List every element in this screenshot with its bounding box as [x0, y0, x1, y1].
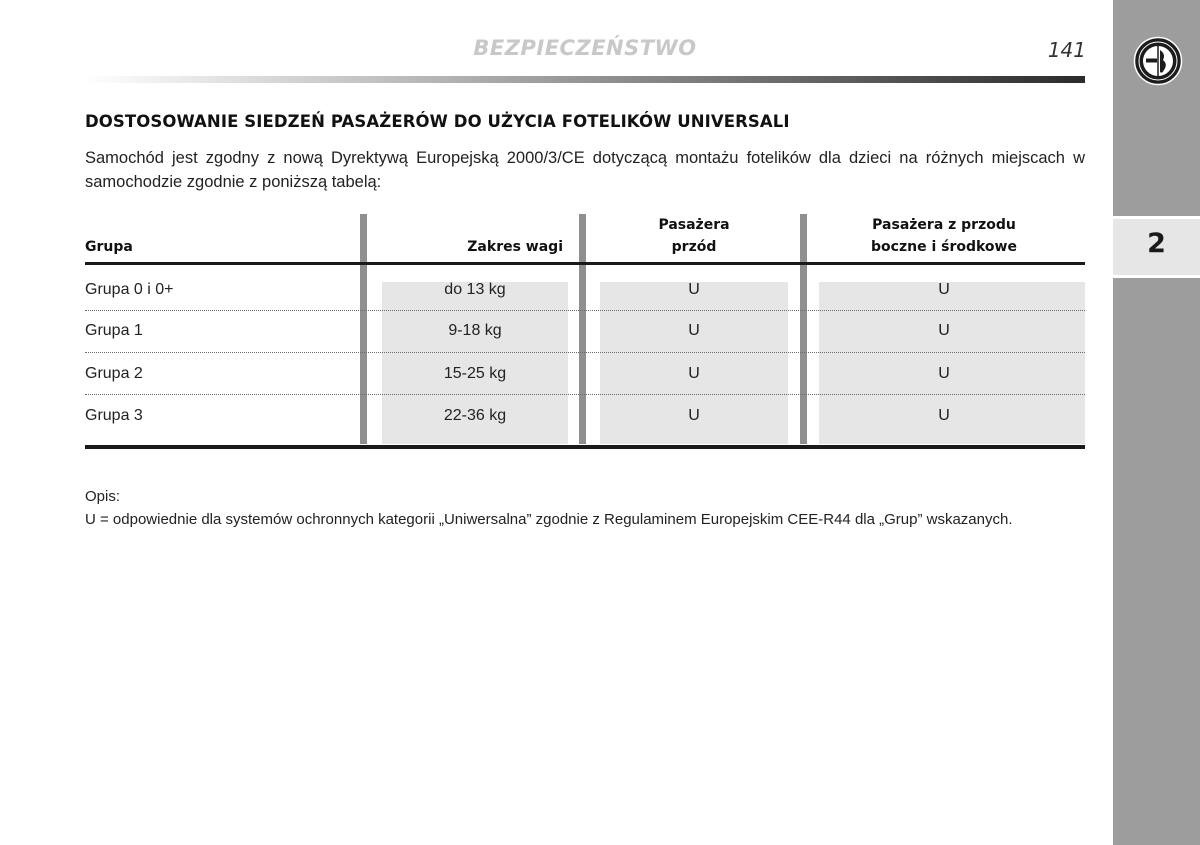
sidebar-top-band [1113, 0, 1200, 216]
row-rear: U [938, 322, 950, 339]
row-group: Grupa 0 i 0+ [85, 281, 174, 298]
row-weight: 9-18 kg [448, 322, 502, 339]
row-front: U [688, 281, 700, 298]
header-divider [85, 76, 1085, 83]
row-rear: U [938, 365, 950, 382]
row-separator [85, 310, 1085, 311]
header-front-line2: przód [671, 239, 717, 255]
notes-text: U = odpowiednie dla systemów ochronnych kategorii „Uniwersalna” zgodnie z Regulaminem Europejskim CEE-R44 dla „Grup” wskazanych. [85, 511, 1013, 528]
row-separator [85, 394, 1085, 395]
column-divider [579, 214, 586, 444]
chapter-number: 2 [1147, 228, 1166, 259]
sidebar-bottom-band [1113, 278, 1200, 845]
table-header-rule [85, 262, 1085, 265]
column-divider [800, 214, 807, 444]
row-weight: 22-36 kg [443, 407, 507, 424]
header-group: Grupa [85, 239, 133, 255]
row-front: U [688, 407, 700, 424]
section-title: DOSTOSOWANIE SIEDZEŃ PASAŻERÓW DO UŻYCIA FOTELIKÓW UNIVERSALI [85, 112, 790, 131]
row-group: Grupa 2 [85, 365, 143, 382]
section-header-title: BEZPIECZEŃSTWO [473, 36, 697, 60]
table-bottom-rule [85, 445, 1085, 449]
header-rear-line1: Pasażera z przodu [872, 217, 1016, 233]
brand-badge-icon [1133, 36, 1183, 86]
page-number: 141 [1047, 38, 1086, 62]
row-group: Grupa 3 [85, 407, 143, 424]
row-weight: do 13 kg [444, 281, 506, 298]
row-weight: 15-25 kg [443, 365, 507, 382]
header-front-line1: Pasażera [658, 217, 730, 233]
header-weight: Zakres wagi [467, 239, 563, 255]
row-front: U [688, 322, 700, 339]
notes-label: Opis: [85, 488, 121, 505]
row-front: U [688, 365, 700, 382]
intro-paragraph: Samochód jest zgodny z nową Dyrektywą Europejską 2000/3/CE dotyczącą montażu fotelików dla dzieci na różnych miejscach w samochodzie zgodnie z poniższą tabelą: [85, 149, 1085, 191]
row-separator [85, 352, 1085, 353]
row-rear: U [938, 281, 950, 298]
row-group: Grupa 1 [85, 322, 143, 339]
child-seat-table [85, 214, 1085, 450]
header-rear-line2: boczne i środkowe [871, 239, 1017, 255]
column-divider [360, 214, 367, 444]
row-rear: U [938, 407, 950, 424]
